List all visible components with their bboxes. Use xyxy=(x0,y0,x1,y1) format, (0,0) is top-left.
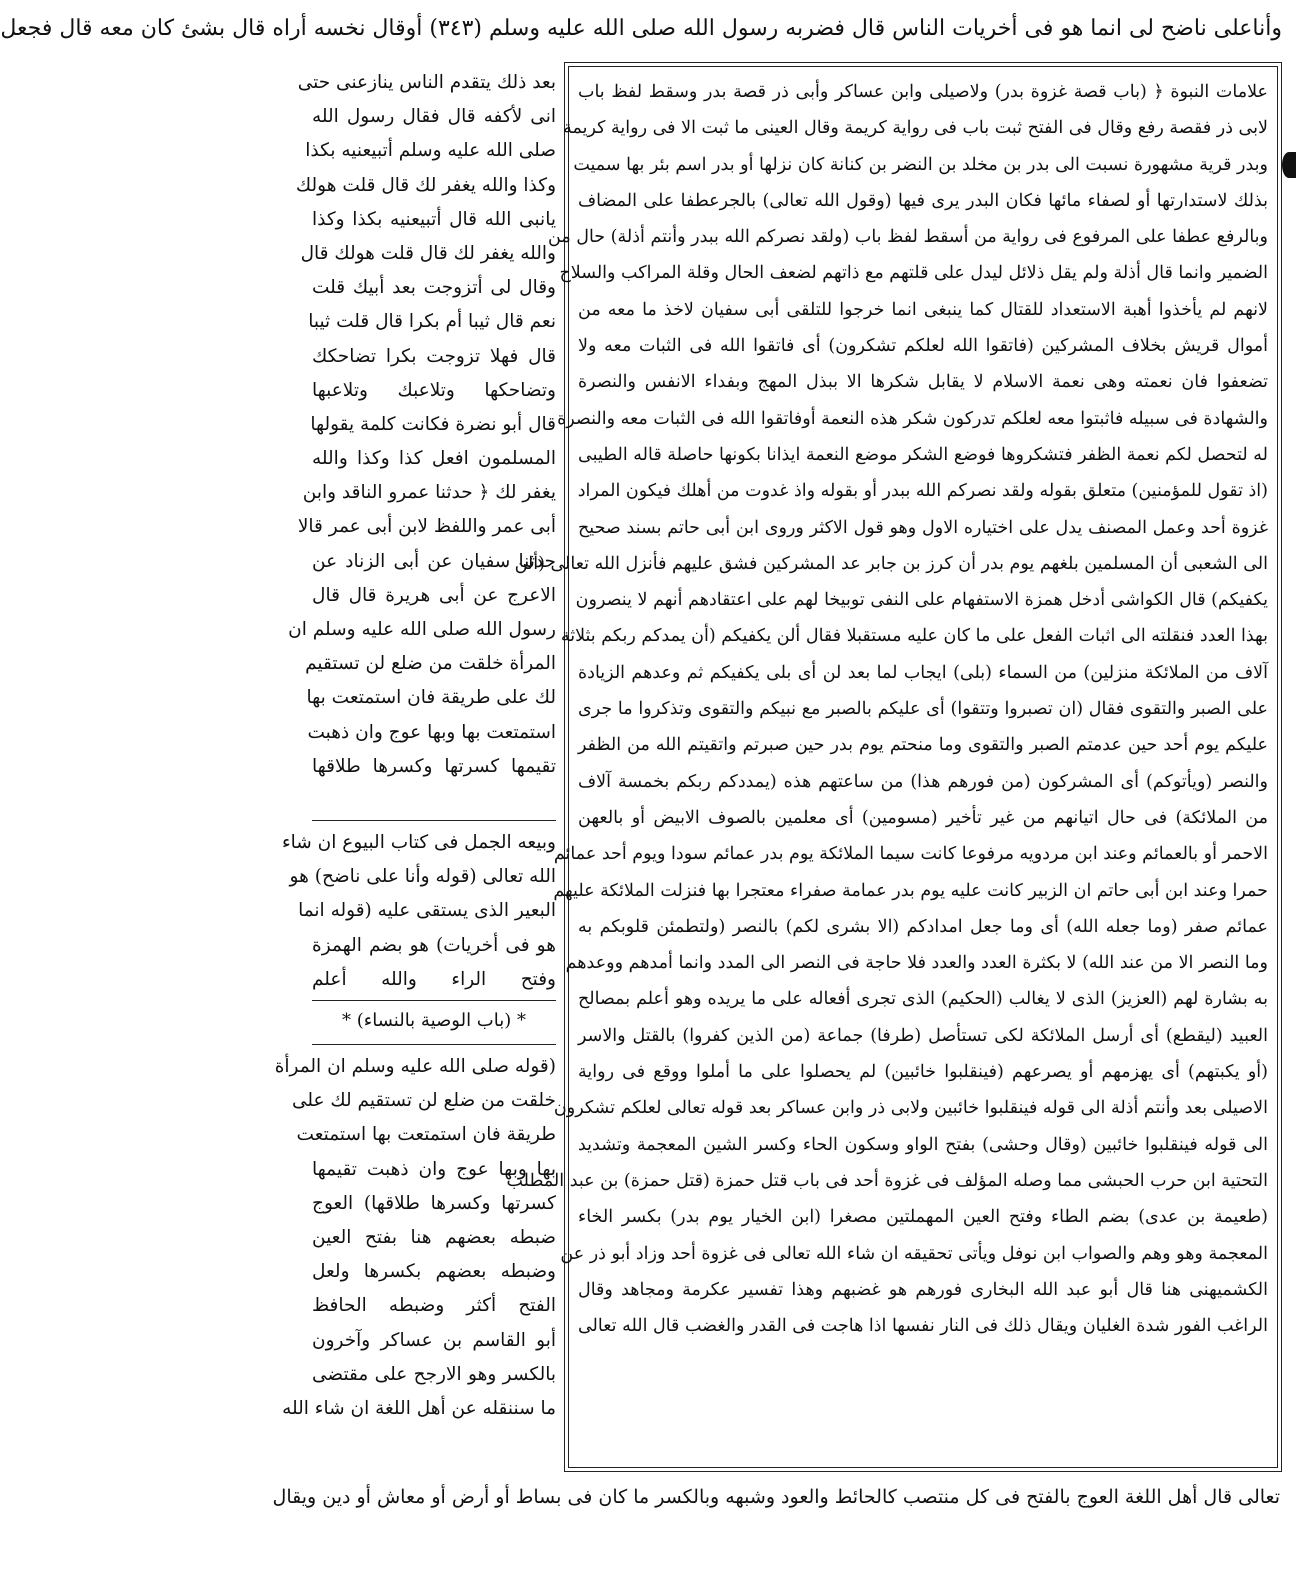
text-line: الفتح أكثر وضبطه الحافظ xyxy=(312,1295,556,1317)
text-line: الله تعالى (قوله وأنا على ناضح) هو xyxy=(289,866,556,888)
side-divider xyxy=(312,1000,556,1001)
side-divider xyxy=(312,820,556,821)
text-line: (اذ تقول للمؤمنين) متعلق بقوله ولقد نصركم الله ببدر أو بقوله واذ غدوت من أهلك فيكون المراد xyxy=(577,481,1268,502)
text-line: لابى ذر فقصة رفع وقال فى الفتح ثبت باب فى رواية كريمة وقال العينى ما ثبت الا فى رواية كريمة xyxy=(563,118,1268,139)
text-line: وما النصر الا من عند الله) لا بكثرة العدد والعدد فلا حاجة فى النصر الى المدد وانما أمدهم ووعدهم xyxy=(565,953,1268,974)
text-line: والنصر (ويأتوكم) أى المشركون (من فورهم هذا) من ساعتهم هذه (يمددكم ربكم بخمسة آلاف xyxy=(578,771,1268,792)
text-line: المعجمة وهو وهم والصواب ابن نوفل ويأتى تحقيقه ان شاء الله تعالى فى غزوة أحد وزاد أبو ذر عن xyxy=(560,1243,1268,1264)
text-line: الضمير وانما قال أذلة ولم يقل ذلائل ليدل على قلتهم مع ذاتهم لضعف الحال وقلة المراكب والسلاح xyxy=(559,263,1268,284)
side-notes-column xyxy=(274,1050,556,1426)
text-line: بها وبها عوج وان ذهبت تقيمها xyxy=(312,1158,556,1180)
text-line: استمتعت بها وبها عوج وان ذهبت xyxy=(307,721,556,743)
text-line: لانهم لم يأخذوا أهبة الاستعداد للقتال كما ينبغى انما خرجوا للتلقى أبى سفيان لاخذ ما معه من xyxy=(578,299,1268,320)
text-line: صلى الله عليه وسلم أتبيعنيه بكذا xyxy=(305,140,556,162)
text-line: التحتية ابن حرب الحبشى مما وصله المؤلف فى غزوة أحد فى باب قتل حمزة (قتل حمزة) بن عبد المطلب xyxy=(506,1170,1268,1191)
text-line: حمرا وعند ابن أبى حاتم ان الزبير كانت عليه يوم بدر عمامة صفراء معتجرا بها فنزلت الملائكة عليهم xyxy=(553,880,1268,901)
text-line: (أو يكبتهم) أى يهزمهم أو يصرعهم (فينقلبوا خائبين) لم يحصلوا على ما أملوا ووقع فى رواية xyxy=(578,1062,1268,1083)
text-line: عليكم يوم أحد حين عدمتم الصبر والتقوى وما منحتم يوم بدر حين صبرتم واتقيتم الله من الظفر xyxy=(578,735,1268,756)
text-line: تعالى قال أهل اللغة العوج بالفتح فى كل منتصب كالحائط والعود وشبهه وبالكسر ما كان فى بساط أو أرض أو معاش أو دين ويقال xyxy=(272,1486,1280,1508)
text-line: الكشميهنى هنا قال أبو عبد الله البخارى فورهم هو غضبهم وهذا تفسير عكرمة ومجاهد وقال xyxy=(578,1279,1268,1300)
text-line: وقال لى أتزوجت بعد أبيك قلت xyxy=(312,277,556,299)
text-line: المرأة خلقت من ضلع لن تستقيم xyxy=(305,653,556,675)
text-line: بالكسر وهو الارجح على مقتضى xyxy=(312,1363,556,1385)
text-line: أبو القاسم بن عساكر وآخرون xyxy=(312,1329,556,1351)
text-line: وكذا والله يغفر لك قال قلت هولك xyxy=(295,174,556,196)
text-line: بذلك لاستدارتها أو لصفاء مائها فكان البدر يرى فيها (وقول الله تعالى) بالجرعطفا على المضاف xyxy=(578,190,1268,211)
text-line: قال أبو نضرة فكانت كلمة يقولها xyxy=(310,413,556,435)
text-line: تضعفوا فان نعمته وهى نعمة الاسلام لا يقابل شكرها الا ببذل المهج وبفداء الانفس والنصرة xyxy=(578,372,1268,393)
text-line: المسلمون افعل كذا وكذا والله xyxy=(312,448,556,470)
text-line: البعير الذى يستقى عليه (قوله انما xyxy=(298,900,556,922)
text-line: بعد ذلك يتقدم الناس ينازعنى حتى xyxy=(297,72,556,93)
text-line: وبيعه الجمل فى كتاب البيوع ان شاء xyxy=(281,832,556,853)
text-line: يكفيكم) قال الكواشى أدخل همزة الاستفهام على النفى توبيخا لهم على اعتقادهم أنهم لا ينصرون xyxy=(575,590,1268,611)
text-line: وبالرفع عطفا على المرفوع فى رواية من أسقط لفظ باب (ولقد نصركم الله ببدر وأنتم أذلة) حال من xyxy=(548,227,1268,248)
text-line: قال فهلا تزوجت بكرا تضاحكك xyxy=(312,345,556,367)
text-line: حدثنا سفيان عن أبى الزناد عن xyxy=(312,550,556,572)
text-line: والله يغفر لك قال قلت هولك قال xyxy=(300,242,556,264)
text-line: هو فى أخريات) هو بضم الهمزة xyxy=(312,934,556,956)
side-hadith-column xyxy=(288,66,556,784)
text-line: تقيمها كسرتها وكسرها طلاقها xyxy=(312,755,556,777)
text-line: الراغب الفور شدة الغليان ويقال ذلك فى النار نفسها اذا هاجت فى القدر والغضب قال الله تعالى xyxy=(577,1316,1268,1337)
side-divider xyxy=(312,1044,556,1045)
text-line: العبيد (ليقطع) أى أرسل الملائكة لكى تستأصل (طرفا) جماعة (من الذين كفروا) بالقتل والاسر xyxy=(578,1025,1268,1046)
text-line: نعم قال ثيبا أم بكرا قال قلت ثيبا xyxy=(308,311,556,333)
text-line: لك على طريقة فان استمتعت بها xyxy=(306,687,556,709)
text-line: وفتح الراء والله أعلم xyxy=(312,968,556,990)
text-line: يانبى الله قال أتبيعنيه بكذا وكذا xyxy=(312,208,556,230)
main-commentary-text xyxy=(506,74,1268,1344)
text-line: الى قوله فينقلبوا خائبين (وقال وحشى) بفتح الواو وسكون الحاء وكسر الشين المعجمة وتشديد xyxy=(578,1134,1268,1155)
text-line: كسرتها وكسرها طلاقها) العوج xyxy=(312,1192,556,1214)
text-line: غزوة أحد وعمل المصنف يدل على اختياره الاول وهو قول الاكثر وروى ابن أبى حاتم بسند صحيح xyxy=(578,517,1268,538)
text-line: الاصيلى بعد وأنتم أذلة الى قوله فينقلبوا خائبين ولابى ذر وابن عساكر بعد قوله تعالى لعلكم تشكرون xyxy=(553,1098,1268,1119)
text-line: وتضاحكها وتلاعبك وتلاعبها xyxy=(312,379,556,401)
text-line: رسول الله صلى الله عليه وسلم ان xyxy=(288,619,556,640)
text-line: الى الشعبى أن المسلمين بلغهم يوم بدر أن كرز بن جابر عد المشركين فشق عليهم فأنزل الله تعالى (ألن xyxy=(514,553,1268,574)
text-line: له لتحصل لكم نعمة الظفر فتشكروها فوضع الشكر موضع النعمة ايذانا بكونها حاصلة قاله الطيبى xyxy=(578,444,1268,465)
text-line: الاعرج عن أبى هريرة قال قال xyxy=(312,584,556,606)
text-line: ما سننقله عن أهل اللغة ان شاء الله xyxy=(282,1397,556,1419)
side-notes-column xyxy=(281,826,556,997)
text-line: وبدر قرية مشهورة نسبت الى بدر بن مخلد بن النضر بن كنانة كان نزلها أو بدر اسم بئر بها سميت xyxy=(573,154,1268,175)
text-line: به بشارة لهم (العزيز) الذى لا يغالب (الحكيم) الذى تجرى أفعاله على ما يريده وهو أعلم بمصالح xyxy=(578,989,1268,1010)
text-line: (قوله صلى الله عليه وسلم ان المرأة xyxy=(274,1056,556,1077)
page-header: وأناعلى ناضح لى انما هو فى أخريات الناس قال فضربه رسول الله صلى الله عليه وسلم (٣٤٣) أوقال نخسه أراه قال بشئ كان معه قال فجعل xyxy=(0,16,1282,41)
text-line: وضبطه بعضهم بكسرها ولعل xyxy=(312,1261,556,1283)
text-line: (طعيمة بن عدى) بضم الطاء وفتح العين المهملتين مصغرا (ابن الخيار يوم بدر) بكسر الخاء xyxy=(578,1207,1268,1228)
text-line: بهذا العدد فنقلته الى اثبات الفعل على ما كان عليه مستقبلا فقال ألن يكفيكم (أن يمدكم ربكم بثلاثة xyxy=(560,626,1268,647)
page-footer-text xyxy=(272,1478,1280,1516)
text-line: والشهادة فى سبيله فاثبتوا معه لعلكم تدركون شكر هذه النعمة أوفاتقوا الله فى الثبات معه والنصرة xyxy=(557,408,1268,429)
margin-thumb-mark xyxy=(1282,152,1296,178)
text-line: الاحمر أو بالعمائم وعند ابن مردويه مرفوعا كانت سيما الملائكة يوم بدر عمائم سودا ويوم أحد عمائم xyxy=(553,844,1268,865)
text-line: آلاف من الملائكة منزلين) من السماء (بلى) ايجاب لما بعد لن أى بلى يكفيكم ثم وعدهم الزيادة xyxy=(578,662,1268,683)
text-line: طريقة فان استمتعت بها استمتعت xyxy=(296,1124,556,1146)
text-line: يغفر لك ﴿ حدثنا عمرو الناقد وابن xyxy=(302,482,556,504)
text-line: ضبطه بعضهم هنا بفتح العين xyxy=(312,1226,556,1248)
text-line: خلقت من ضلع لن تستقيم لك على xyxy=(291,1090,556,1112)
text-line: عمائم صفر (وما جعله الله) أى وما جعل امدادكم (الا بشرى لكم) بالنصر (ولتطمئن قلوبكم به xyxy=(578,916,1268,937)
chapter-heading: * (باب الوصية بالنساء) * xyxy=(342,1010,526,1031)
text-line: أبى عمر واللفظ لابن أبى عمر قالا xyxy=(297,516,556,538)
text-line: من الملائكة) فى حال اتيانهم من غير تأخير (مسومين) أى معلمين بالصوف الابيض أو بالعهن xyxy=(578,807,1268,828)
text-line: على الصبر والتقوى فقال (ان تصبروا وتتقوا) أى عليكم بالصبر مع نبيكم والتقوى وتذكروا ما جرى xyxy=(578,699,1268,720)
text-line: علامات النبوة ﴿ (باب قصة غزوة بدر) ولاصيلى وابن عساكر وأبى ذر قصة بدر وسقط لفظ باب xyxy=(578,82,1268,102)
text-line: أموال قريش بخلاف المشركين (فاتقوا الله لعلكم تشكرون) أى فاتقوا الله فى الثبات معه ولا xyxy=(578,336,1268,357)
text-line: انى لأكفه قال فقال رسول الله xyxy=(312,106,556,128)
